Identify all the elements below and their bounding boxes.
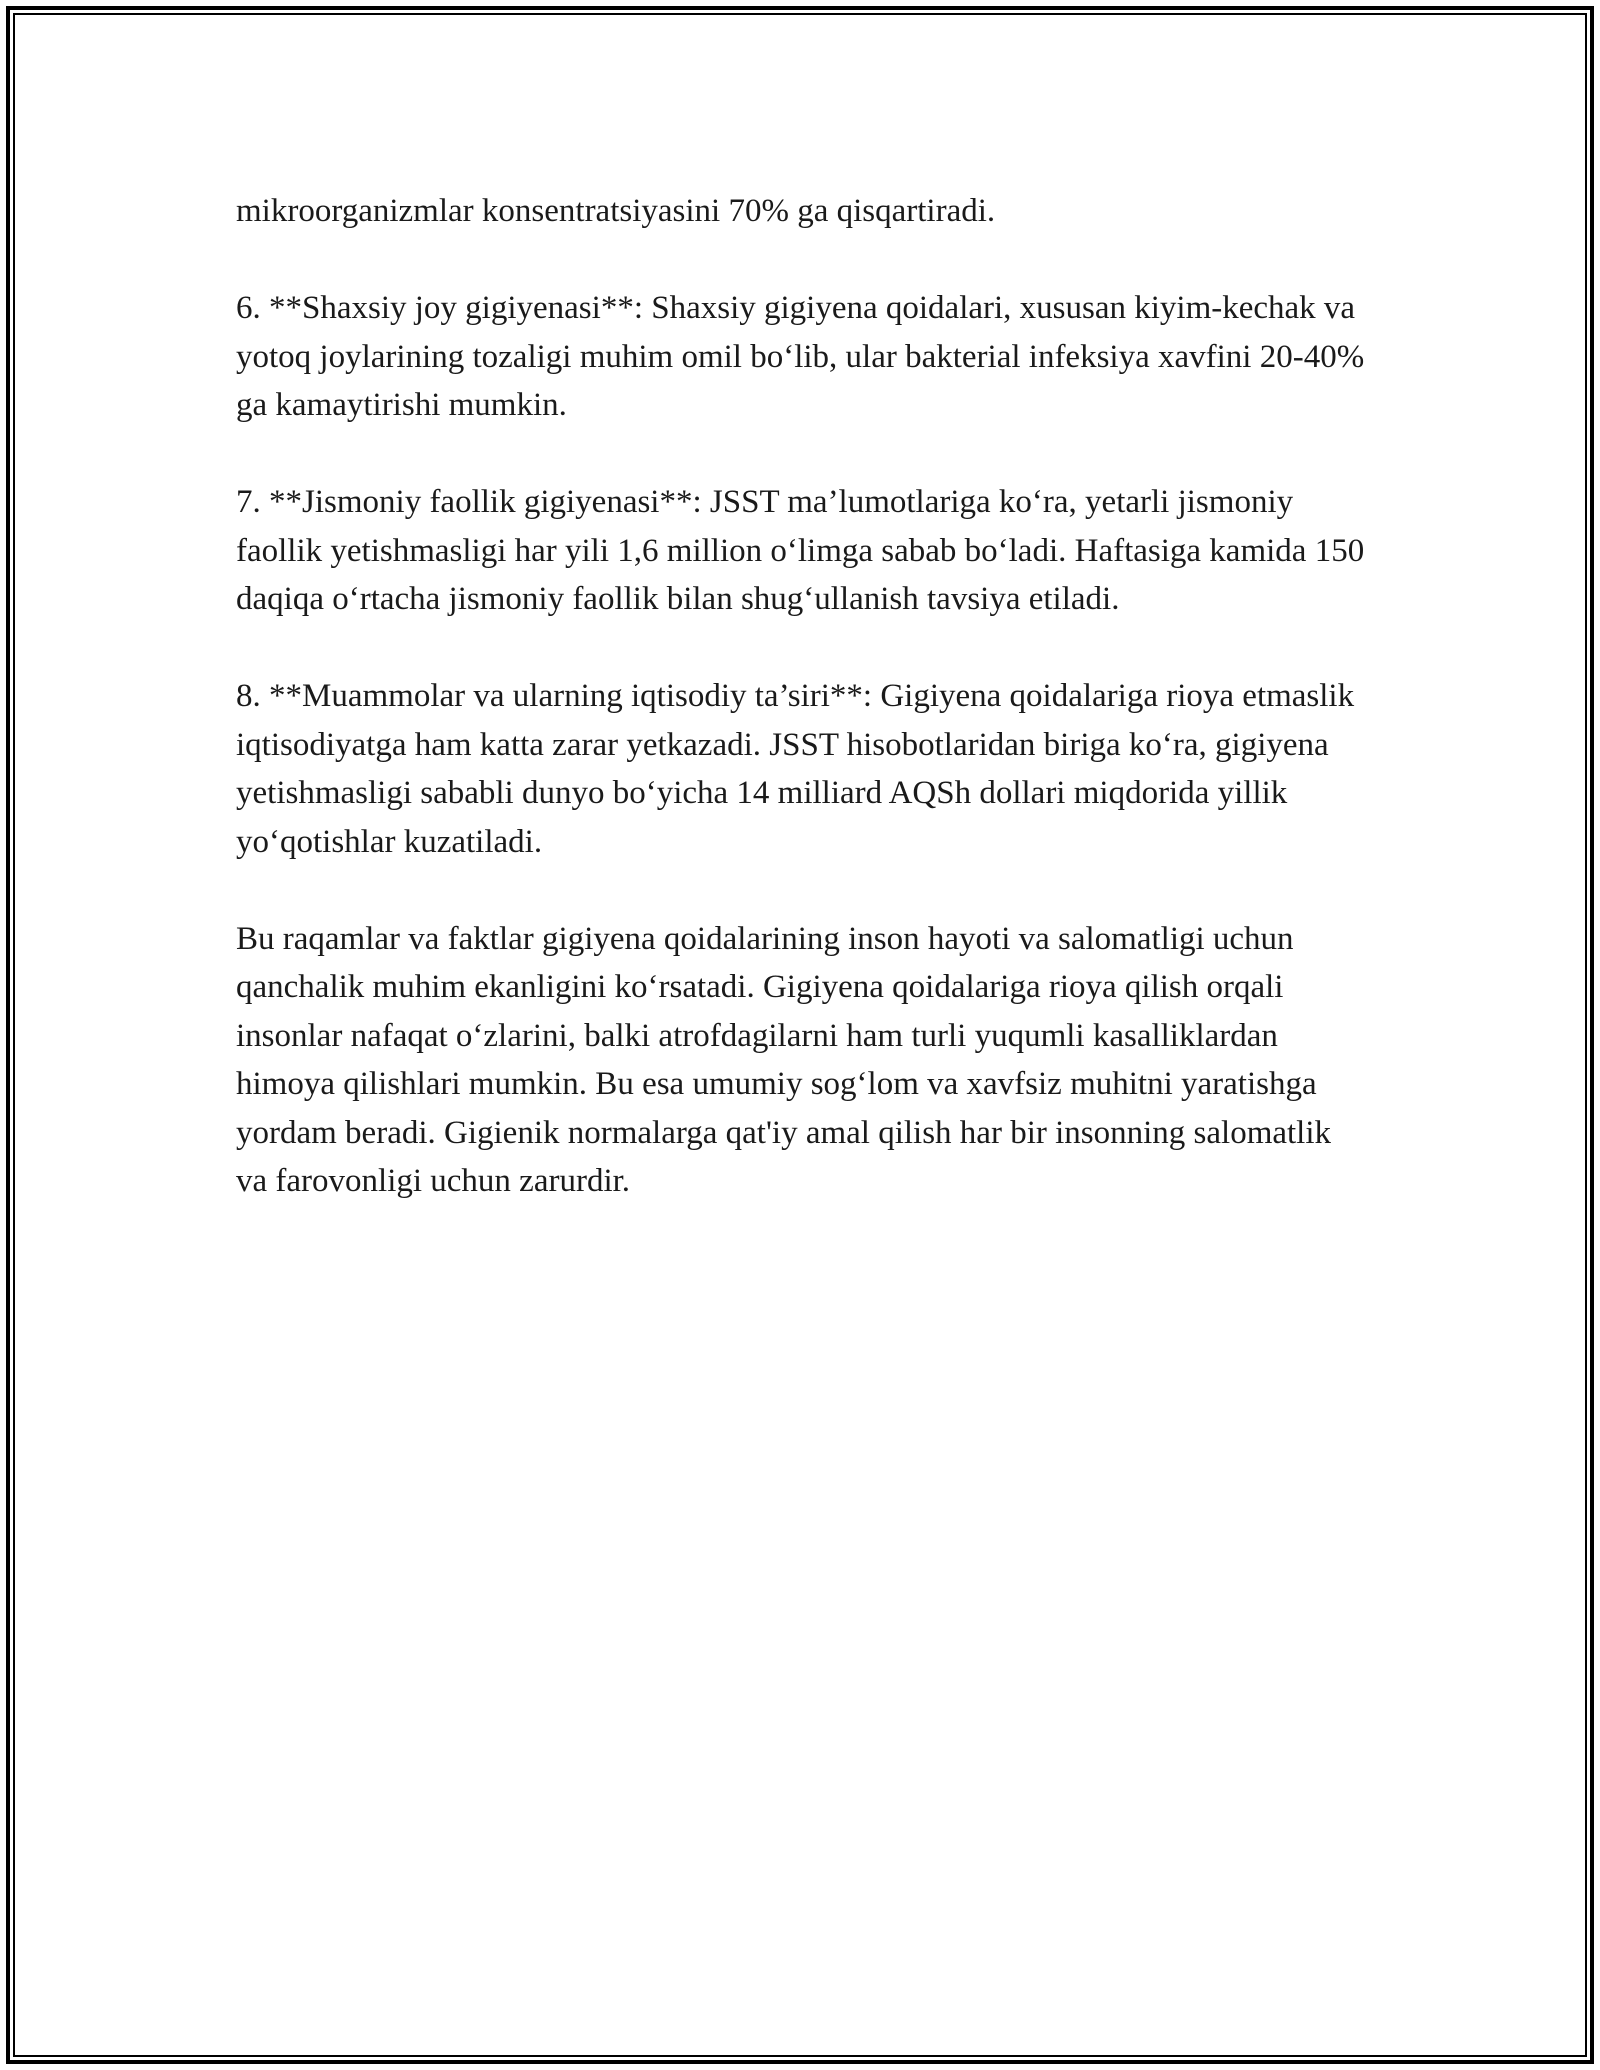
paragraph-item-6: 6. **Shaxsiy joy gigiyenasi**: Shaxsiy gigiyena qoidalari, xususan kiyim-kechak va yotoq joylarining tozaligi muhim omil bo‘lib, ular bakterial infeksiya xavfini 20-40% ga kamaytirishi mumkin. xyxy=(236,290,1365,423)
paragraph-continuation: mikroorganizmlar konsentratsiyasini 70% ga qisqartiradi. xyxy=(236,193,996,229)
document-body xyxy=(236,187,1366,1254)
paragraph-conclusion: Bu raqamlar va faktlar gigiyena qoidalarining inson hayoti va salomatligi uchun qanchalik muhim ekanligini ko‘rsatadi. Gigiyena qoidalariga rioya qilish orqali insonlar nafaqat o‘zlarini, balki atrofdagilarni ham turli yuqumli kasalliklardan himoya qilishlari mumkin. Bu esa umumiy sog‘lom va xavfsiz muhitni yaratishga yordam beradi. Gigienik normalarga qat'iy amal qilish har bir insonning salomatlik va farovonligi uchun zarurdir. xyxy=(236,920,1332,1199)
paragraph-item-8: 8. **Muammolar va ularning iqtisodiy ta’siri**: Gigiyena qoidalariga rioya etmaslik iqtisodiyatga ham katta zarar yetkazadi. JSST hisobotlaridan biriga ko‘ra, gigiyena yetishmasligi sababli dunyo bo‘yicha 14 milliard AQSh dollari miqdorida yillik yo‘qotishlar kuzatiladi. xyxy=(236,678,1355,860)
paragraph-item-7: 7. **Jismoniy faollik gigiyenasi**: JSST ma’lumotlariga ko‘ra, yetarli jismoniy faollik yetishmasligi har yili 1,6 million o‘limga sabab bo‘ladi. Haftasiga kamida 150 daqiqa o‘rtacha jismoniy faollik bilan shug‘ullanish tavsiya etiladi. xyxy=(236,484,1365,617)
